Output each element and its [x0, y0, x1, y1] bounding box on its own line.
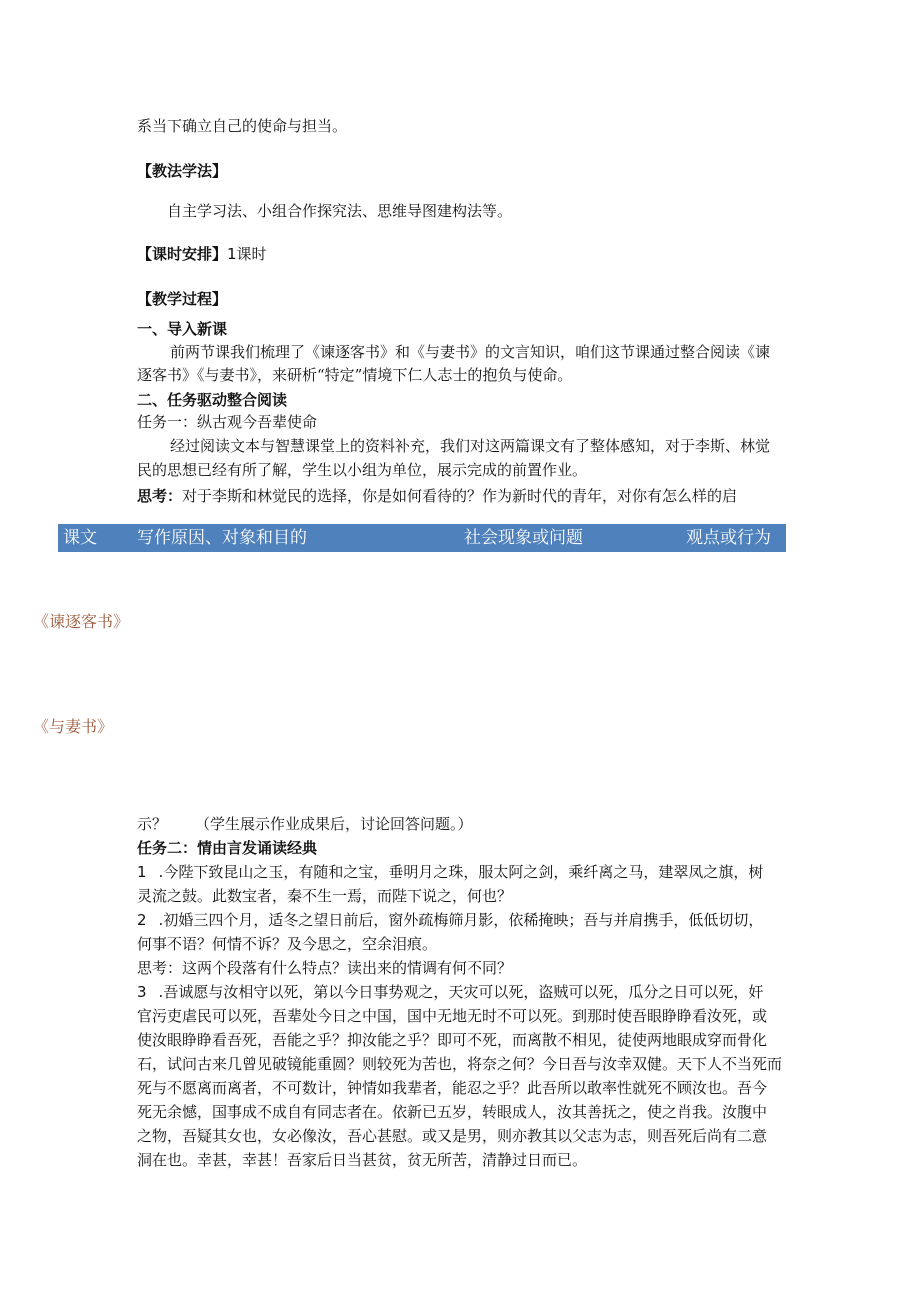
think1-line — [137, 485, 737, 507]
table-header-social: 社会现象或问题 — [464, 528, 583, 548]
methods-heading: 【教法学法】 — [137, 162, 228, 180]
task1-line-1: 经过阅读文本与智慧课堂上的资料补充，我们对这两篇课文有了整体感知，对于李斯、林觉 — [170, 437, 771, 455]
table-header-row — [58, 524, 786, 552]
think2-line: 思考：这两个段落有什么特点？读出来的情调有何不同？ — [137, 959, 513, 977]
table-header-text: 课文 — [63, 528, 97, 548]
task1-line-2: 民的思想已经有所了解，学生以小组为单位，展示完成的前置作业。 — [137, 461, 588, 479]
item1-line-1 — [137, 861, 763, 883]
table-header-viewpoint: 观点或行为 — [686, 528, 771, 548]
item3-number: 3 — [137, 983, 147, 1001]
table-header-reason: 写作原因、对象和目的 — [137, 528, 307, 548]
item3-line-8: 洞在也。幸甚，幸甚！吾家后日当甚贫，贫无所苦，清静过日而已。 — [137, 1151, 588, 1169]
item3-line-3: 使汝眼睁睁看吾死，吾能之乎？抑汝能之乎？即可不死，而离散不相见，徒使两地眼成穿而骨化 — [137, 1031, 768, 1049]
item3-line-5: 死与不愿离而离者，不可数计，钟情如我辈者，能忍之乎？此吾所以敢率性就死不顾汝也。吾今 — [137, 1079, 768, 1097]
task2-title: 任务二：情由言发诵读经典 — [137, 839, 318, 857]
item1-text-1: .今陛下致昆山之玉，有随和之宝，垂明月之珠，服太阿之剑，乘纤离之马，建翠凤之旗，树 — [158, 863, 764, 881]
item1-line-2: 灵流之鼓。此数宝者，秦不生一焉，而陛下说之，何也？ — [137, 887, 513, 905]
item3-line-2: 官污吏虐民可以死，吾辈处今日之中国，国中无地无时不可以死。到那时使吾眼睁睁看汝死，或 — [137, 1007, 768, 1025]
task1-title: 任务一：纵古观今吾辈使命 — [137, 413, 318, 431]
table-row-label-jianzhuke: 《谏逐客书》 — [33, 612, 130, 631]
table-row-label-yuqishu: 《与妻书》 — [33, 717, 114, 736]
item3-line-7: 之物，吾疑其女也，女必像汝，吾心甚慰。或又是男，则亦教其以父志为志，则吾死后尚有二意 — [137, 1127, 768, 1145]
think1-continuation — [137, 813, 473, 835]
item1-number: 1 — [137, 863, 147, 881]
think1-text: 对于李斯和林觉民的选择，你是如何看待的？作为新时代的青年，对你有怎么样的启 — [182, 487, 738, 505]
methods-body: 自主学习法、小组合作探究法、思维导图建构法等。 — [167, 202, 513, 220]
item2-line-1 — [137, 909, 763, 931]
section1-line-1: 前两节课我们梳理了《谏逐客书》和《与妻书》的文言知识，咱们这节课通过整合阅读《谏 — [170, 343, 771, 361]
item3-line-1 — [137, 981, 763, 1003]
item2-text-1: .初婚三四个月，适冬之望日前后，窗外疏梅筛月影，依稀掩映；吾与并肩携手，低低切切， — [158, 911, 764, 929]
item2-number: 2 — [137, 911, 147, 929]
item3-line-6: 死无余憾，国事成不成自有同志者在。依新已五岁，转眼成人，汝其善抚之，使之肖我。汝腹中 — [137, 1103, 768, 1121]
section2-title: 二、任务驱动整合阅读 — [137, 391, 288, 409]
item3-text-1: .吾诚愿与汝相守以死，第以今日事势观之，天灾可以死，盗贼可以死，瓜分之日可以死，奸 — [158, 983, 764, 1001]
schedule-heading: 【课时安排】 — [137, 245, 228, 263]
schedule-line — [137, 243, 267, 265]
section1-title: 一、导入新课 — [137, 320, 228, 338]
think1-cont: 示？ — [137, 815, 168, 833]
discussion-note: （学生展示作业成果后，讨论回答问题。） — [195, 815, 473, 833]
item3-line-4: 石，试问古来几曾见破镜能重圆？则较死为苦也，将奈之何？今日吾与汝幸双健。天下人不当死而 — [137, 1055, 783, 1073]
intro-tail-text: 系当下确立自己的使命与担当。 — [137, 117, 348, 135]
process-heading: 【教学过程】 — [137, 290, 228, 308]
think1-label: 思考： — [137, 487, 183, 505]
item2-line-2: 何事不语？何情不诉？及今思之，空余泪痕。 — [137, 935, 438, 953]
schedule-value: 1课时 — [227, 245, 267, 263]
section1-line-2: 逐客书》《与妻书》，来研析“特定”情境下仁人志士的抱负与使命。 — [137, 366, 573, 384]
